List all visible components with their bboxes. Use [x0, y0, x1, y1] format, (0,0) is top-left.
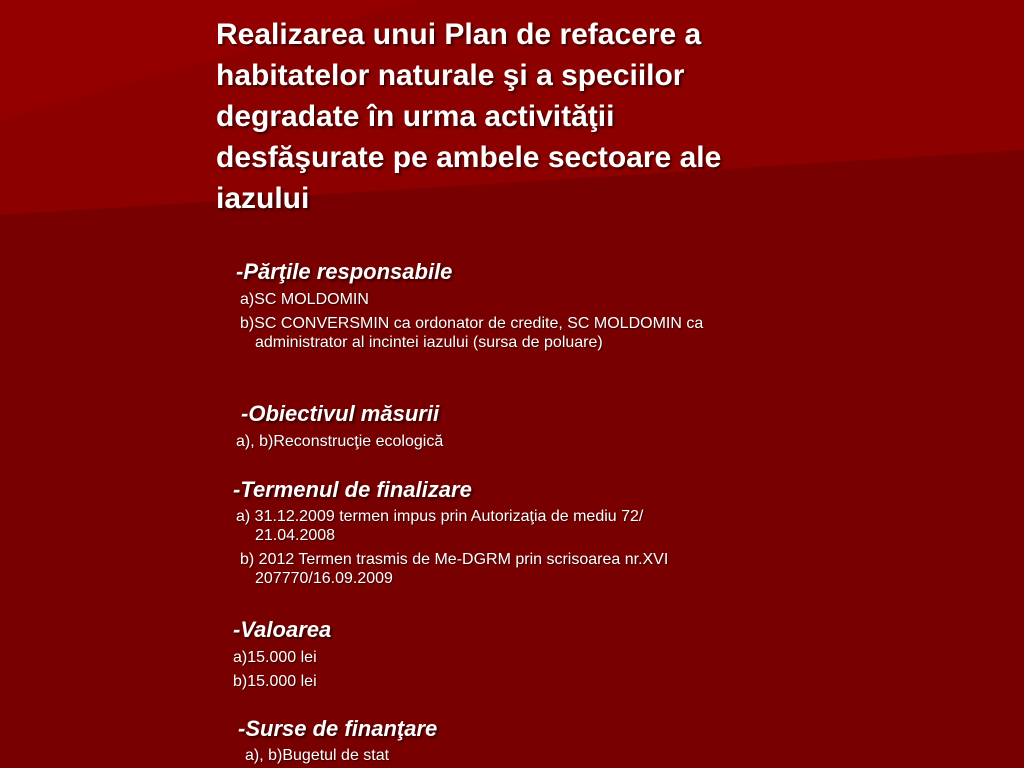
deadline-item-a-line2: 21.04.2008: [255, 527, 336, 544]
objective-item: a), b)Reconstrucţie ecologică: [236, 433, 444, 450]
value-item-a: a)15.000 lei: [233, 649, 317, 666]
value-heading: -Valoarea: [233, 617, 332, 642]
funding-heading: -Surse de finanţare: [238, 716, 438, 741]
title-line: Realizarea unui Plan de refacere a: [216, 18, 702, 51]
deadline-item-b-line1: b) 2012 Termen trasmis de Me-DGRM prin scrisoarea nr.XVI: [240, 551, 669, 568]
deadline-heading: -Termenul de finalizare: [233, 477, 472, 502]
slide-title: [216, 14, 876, 219]
responsible-item-b-line2: administrator al incintei iazului (sursa de poluare): [255, 334, 603, 351]
responsible-item-a: a)SC MOLDOMIN: [240, 291, 369, 308]
value-item-b: b)15.000 lei: [233, 673, 317, 690]
deadline-item-a-line1: a) 31.12.2009 termen impus prin Autorizaţia de mediu 72/: [236, 508, 644, 525]
title-line: habitatelor naturale şi a speciilor: [216, 59, 685, 92]
responsible-heading: -Părţile responsabile: [236, 259, 453, 284]
title-line: desfăşurate pe ambele sectoare ale: [216, 141, 722, 174]
deadline-item-b-line2: 207770/16.09.2009: [255, 570, 393, 587]
objective-heading: -Obiectivul măsurii: [241, 401, 440, 426]
title-line: degradate în urma activităţii: [216, 100, 615, 133]
responsible-item-b-line1: b)SC CONVERSMIN ca ordonator de credite, SC MOLDOMIN ca: [240, 315, 704, 332]
title-line: iazului: [216, 182, 310, 215]
funding-item: a), b)Bugetul de stat: [245, 747, 390, 764]
